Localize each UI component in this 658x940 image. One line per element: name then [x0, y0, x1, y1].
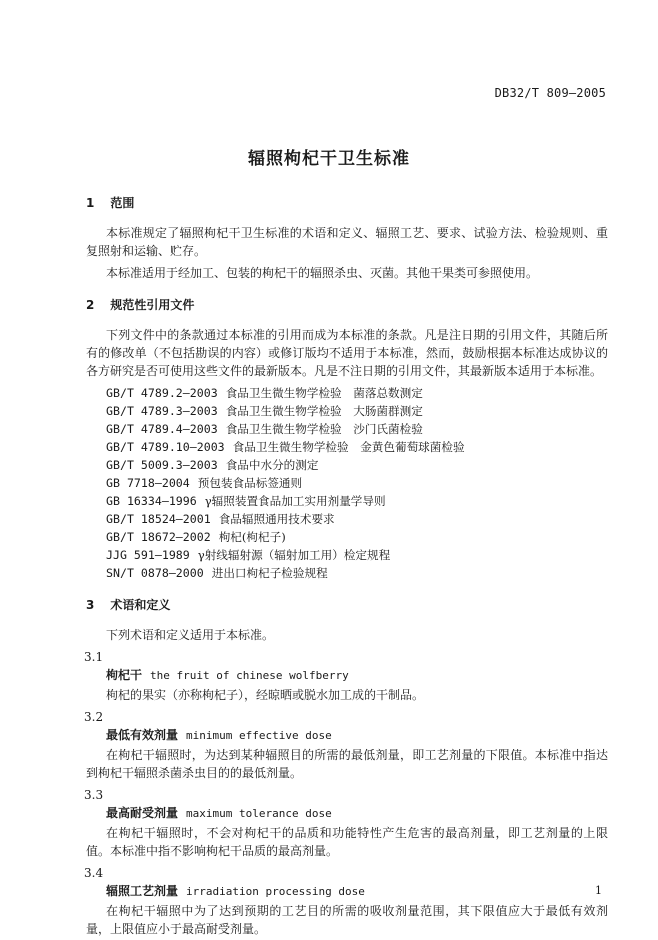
section-number: 1: [86, 196, 95, 210]
reference-list: [106, 384, 608, 582]
reference-code: GB/T 4789.3—2003: [106, 404, 218, 418]
reference-code: GB/T 5009.3—2003: [106, 458, 218, 472]
reference-name: 枸杞(枸杞子): [218, 530, 286, 544]
reference-code: GB 7718—2004: [106, 476, 190, 490]
terms-intro: 下列术语和定义适用于本标准。: [106, 628, 275, 642]
document-title: 辐照枸杞干卫生标准: [248, 149, 410, 169]
section-title: 范围: [110, 196, 135, 210]
section-title: 术语和定义: [110, 598, 171, 612]
section-heading-normative: [86, 296, 608, 314]
reference-name: 食品中水分的测定: [225, 458, 319, 472]
reference-name: γ辐照装置食品加工实用剂量学导则: [204, 494, 386, 508]
term-english: irradiation processing dose: [186, 885, 365, 898]
term-line: [106, 804, 608, 824]
reference-code: GB/T 18672—2002: [106, 530, 211, 544]
term-line: [106, 882, 608, 902]
term-english: maximum tolerance dose: [186, 807, 332, 820]
section-title: 规范性引用文件: [110, 298, 195, 312]
term-entry: [86, 786, 608, 860]
term-definition: 在枸杞干辐照中为了达到预期的工艺目的所需的吸收剂量范围，其下限值应大于最低有效剂量，上限值应小于最高耐受剂量。: [86, 904, 608, 936]
section-heading-scope: [86, 194, 608, 212]
reference-code: GB/T 18524—2001: [106, 512, 211, 526]
reference-item: [106, 456, 608, 474]
clause-number: 3.3: [84, 788, 104, 802]
reference-code: GB/T 4789.4—2003: [106, 422, 218, 436]
reference-item: [106, 438, 608, 456]
reference-item: [106, 420, 608, 438]
section-heading-terms: [86, 596, 608, 614]
term-definition: 在枸杞干辐照时，为达到某种辐照目的所需的最低剂量，即工艺剂量的下限值。本标准中指达到枸杞干辐照杀菌杀虫目的的最低剂量。: [86, 748, 608, 780]
term-english: the fruit of chinese wolfberry: [150, 669, 349, 682]
reference-item: [106, 564, 608, 582]
term-definition: 在枸杞干辐照时，不会对枸杞干的品质和功能特性产生危害的最高剂量，即工艺剂量的上限值。本标准中指不影响枸杞干品质的最高剂量。: [86, 826, 608, 858]
term-chinese: 最低有效剂量: [106, 728, 179, 742]
reference-item: [106, 474, 608, 492]
document-code: DB32/T 809—2005: [494, 86, 606, 100]
scope-paragraph: 本标准适用于经加工、包装的枸杞干的辐照杀虫、灭菌。其他干果类可参照使用。: [106, 266, 539, 280]
term-line: [106, 666, 608, 686]
clause-number: 3.1: [84, 650, 104, 664]
reference-item: [106, 546, 608, 564]
normative-intro: 下列文件中的条款通过本标准的引用而成为本标准的条款。凡是注日期的引用文件，其随后所有的修改单（不包括勘误的内容）或修订版均不适用于本标准，然而，鼓励根据本标准达成协议的各方研究是否可使用这些文件的最新版本。凡是不注日期的引用文件，其最新版本适用于本标准。: [86, 328, 608, 378]
reference-name: 食品卫生微生物学检验 大肠菌群测定: [225, 404, 423, 418]
clause-number: 3.4: [84, 866, 104, 880]
reference-code: GB/T 4789.10—2003: [106, 440, 225, 454]
reference-code: GB 16334—1996: [106, 494, 197, 508]
reference-name: 进出口枸杞子检验规程: [211, 566, 328, 580]
term-chinese: 辐照工艺剂量: [106, 884, 179, 898]
reference-name: 食品卫生微生物学检验 沙门氏菌检验: [225, 422, 423, 436]
reference-code: GB/T 4789.2—2003: [106, 386, 218, 400]
term-entry: [86, 864, 608, 938]
reference-code: JJG 591—1989: [106, 548, 190, 562]
reference-name: 食品卫生微生物学检验 菌落总数测定: [225, 386, 423, 400]
term-chinese: 枸杞干: [106, 668, 143, 682]
clause-number: 3.2: [84, 710, 104, 724]
reference-name: 食品卫生微生物学检验 金黄色葡萄球菌检验: [232, 440, 465, 454]
reference-name: γ射线辐射源（辐射加工用）检定规程: [197, 548, 391, 562]
reference-name: 食品辐照通用技术要求: [218, 512, 335, 526]
scope-paragraph: 本标准规定了辐照枸杞干卫生标准的术语和定义、辐照工艺、要求、试验方法、检验规则、重复照射和运输、贮存。: [86, 226, 608, 258]
page-number: 1: [595, 884, 602, 897]
reference-name: 预包装食品标签通则: [197, 476, 303, 490]
reference-item: [106, 384, 608, 402]
term-line: [106, 726, 608, 746]
document-body: [86, 194, 608, 940]
term-definition: 枸杞的果实（亦称枸杞子），经晾晒或脱水加工成的干制品。: [106, 688, 425, 702]
reference-item: [106, 528, 608, 546]
reference-item: [106, 492, 608, 510]
section-number: 3: [86, 598, 95, 612]
reference-item: [106, 402, 608, 420]
term-english: minimum effective dose: [186, 729, 332, 742]
reference-code: SN/T 0878—2000: [106, 566, 204, 580]
section-number: 2: [86, 298, 95, 312]
reference-item: [106, 510, 608, 528]
term-chinese: 最高耐受剂量: [106, 806, 179, 820]
term-entry: [86, 648, 608, 704]
term-entry: [86, 708, 608, 782]
